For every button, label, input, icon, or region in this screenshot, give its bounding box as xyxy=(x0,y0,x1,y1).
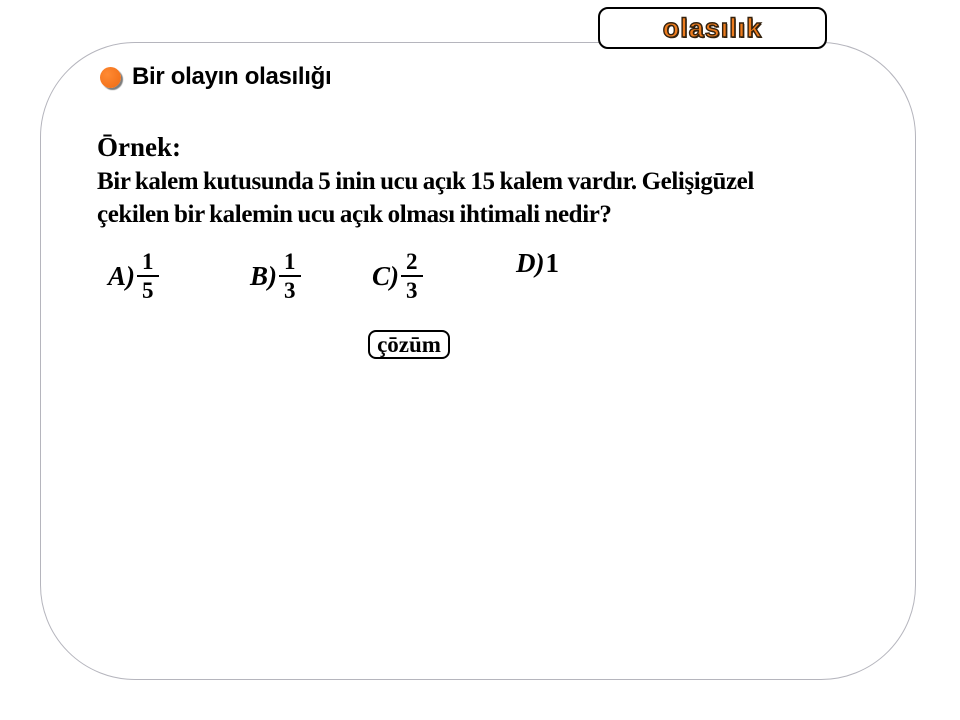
choice-b-fraction xyxy=(279,248,301,304)
example-label: Ōrnek: xyxy=(97,132,181,162)
heading: Bir olayın olasılığı xyxy=(132,63,332,90)
choice-a-denominator: 5 xyxy=(137,275,159,304)
choice-d-value: 1 xyxy=(545,248,559,278)
choice-c-denominator: 3 xyxy=(401,275,423,304)
choice-c-numerator: 2 xyxy=(406,249,418,274)
question-line-1: Bir kalem kutusunda 5 inin ucu açık 15 kalem vardır. Gelişigūzel xyxy=(97,168,754,195)
bullet-icon xyxy=(100,67,121,88)
choice-b-numerator: 1 xyxy=(284,249,296,274)
solution-button[interactable]: çōzūm xyxy=(368,330,450,359)
choice-c-letter: C) xyxy=(372,260,399,291)
choice-d xyxy=(516,248,559,279)
choice-a xyxy=(108,248,159,304)
choice-c xyxy=(372,248,423,304)
title-label: olasılık xyxy=(662,12,763,43)
question-line-2: çekilen bir kalemin ucu açık olması ihtimali nedir? xyxy=(97,201,612,228)
choice-a-letter: A) xyxy=(108,260,135,291)
choice-c-fraction xyxy=(401,248,423,304)
choice-d-letter: D) xyxy=(516,248,545,278)
question-text xyxy=(97,165,754,231)
choice-a-numerator: 1 xyxy=(142,249,154,274)
choice-b-letter: B) xyxy=(250,260,277,291)
choice-b-denominator: 3 xyxy=(279,275,301,304)
choice-b xyxy=(250,248,301,304)
title-box xyxy=(598,7,827,49)
choice-a-fraction xyxy=(137,248,159,304)
